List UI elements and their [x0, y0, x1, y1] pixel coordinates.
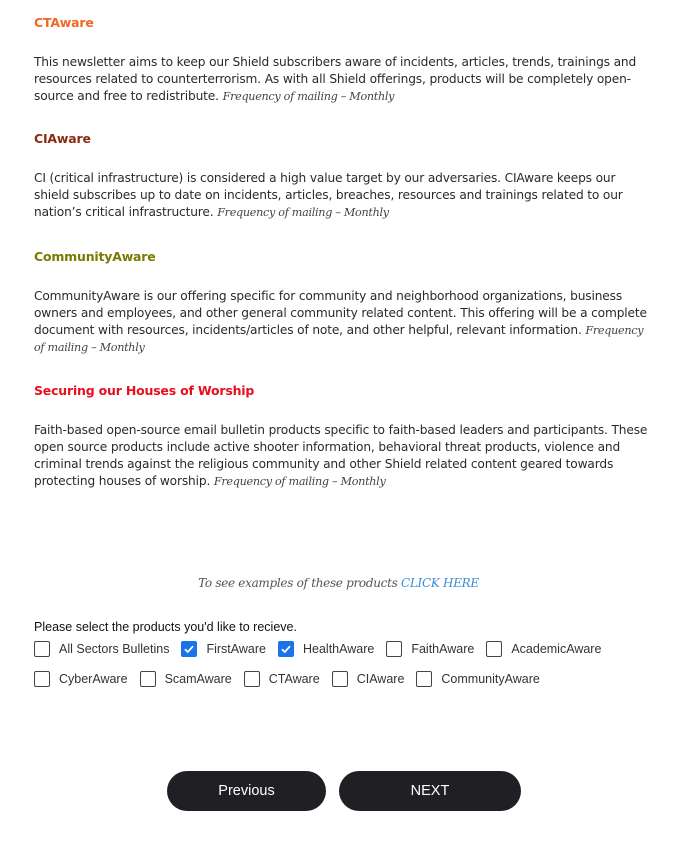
section-communityaware	[34, 249, 654, 356]
section-body: CI (critical infrastructure) is considered a high value target by our adversaries. CIAware keeps our shield subscribes up to date on incidents, articles, breaches, resources and trainings related to our nation’s critical infrastructure.	[34, 171, 623, 219]
section-title: CTAware	[34, 15, 94, 30]
checkbox[interactable]	[34, 671, 50, 687]
previous-button[interactable]: Previous	[167, 771, 326, 811]
click-here-link[interactable]: CLICK HERE	[400, 576, 479, 590]
checkbox[interactable]	[140, 671, 156, 687]
option-label: CyberAware	[59, 672, 128, 686]
section-houses-of-worship	[34, 383, 654, 490]
option-label: CTAware	[268, 672, 320, 686]
examples-line	[0, 576, 677, 590]
check-icon	[183, 643, 195, 655]
option-academicaware[interactable]	[486, 641, 601, 657]
option-label: CommunityAware	[441, 672, 540, 686]
section-ciaware	[34, 131, 654, 221]
option-communityaware[interactable]	[416, 671, 539, 687]
section-frequency: Frequency of mailing – Monthly	[217, 206, 389, 219]
option-label: ScamAware	[164, 672, 232, 686]
option-cyberaware[interactable]	[34, 671, 128, 687]
section-title: Securing our Houses of Worship	[34, 383, 255, 398]
checkbox[interactable]	[278, 641, 294, 657]
option-all-sectors-bulletins[interactable]	[34, 641, 169, 657]
section-body: This newsletter aims to keep our Shield subscribers aware of incidents, articles, trends, trainings and resources related to counterterrorism. As with all Shield offerings, products will be completely open-source and free to redistribute.	[34, 55, 637, 103]
section-body: CommunityAware is our offering specific for community and neighborhood organizations, business owners and employees, and other general community related content. This offering will be a complete document with resources, incidents/articles of note, and other helpful, relevant information.	[34, 289, 647, 337]
section-title: CIAware	[34, 131, 91, 146]
checkbox[interactable]	[386, 641, 402, 657]
checkbox[interactable]	[244, 671, 260, 687]
option-healthaware[interactable]	[278, 641, 374, 657]
option-label: HealthAware	[302, 642, 375, 656]
section-frequency: Frequency of mailing – Monthly	[213, 475, 386, 488]
option-label: FaithAware	[411, 642, 475, 656]
option-label: All Sectors Bulletins	[59, 642, 170, 656]
checkbox[interactable]	[416, 671, 432, 687]
option-scamaware[interactable]	[140, 671, 232, 687]
section-title: CommunityAware	[34, 249, 156, 264]
next-button[interactable]: NEXT	[339, 771, 521, 811]
section-frequency: Frequency of mailing – Monthly	[222, 90, 395, 103]
option-label: CIAware	[356, 672, 405, 686]
checkbox[interactable]	[332, 671, 348, 687]
section-body-wrapper	[34, 170, 654, 221]
section-body-wrapper	[34, 288, 654, 356]
section-frequency: Frequency of mailing – Monthly	[34, 324, 644, 354]
section-body-wrapper	[34, 422, 654, 490]
checkbox[interactable]	[486, 641, 502, 657]
option-label: FirstAware	[206, 642, 266, 656]
examples-text: To see examples of these products	[198, 576, 401, 590]
section-ctaware	[34, 15, 654, 105]
option-ciaware[interactable]	[332, 671, 405, 687]
check-icon	[280, 643, 292, 655]
checkbox[interactable]	[34, 641, 50, 657]
option-ctaware[interactable]	[244, 671, 320, 687]
section-body-wrapper	[34, 54, 654, 105]
checkbox-row-1	[34, 641, 613, 657]
checkbox-row-2	[34, 671, 552, 687]
form-prompt: Please select the products you'd like to recieve.	[34, 620, 297, 634]
option-faithaware[interactable]	[386, 641, 474, 657]
section-body: Faith-based open-source email bulletin products specific to faith-based leaders and participants. These open source products include active shooter information, behavioral threat products, violence and criminal trends against the religious community and other Shield related content geared towards protecting houses of worship.	[34, 423, 648, 488]
option-firstaware[interactable]	[181, 641, 266, 657]
option-label: AcademicAware	[511, 642, 602, 656]
checkbox[interactable]	[181, 641, 197, 657]
